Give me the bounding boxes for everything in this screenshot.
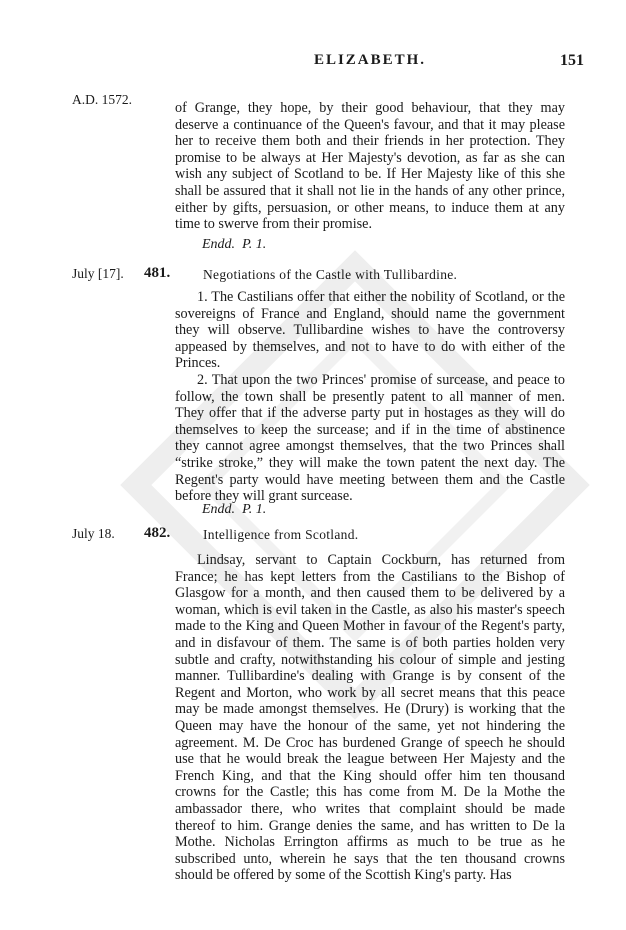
page-number: 151 (560, 52, 584, 69)
entry-482-title: Intelligence from Scotland. (203, 527, 359, 542)
entry-481-title: Negotiations of the Castle with Tullibardine. (203, 267, 458, 282)
continuation-text (175, 100, 565, 233)
entry-482-paragraph-1: Lindsay, servant to Captain Cockburn, has returned from France; he has kept letters from the Castilians to the Bishop of Glasgow for a month, and then caused them to be delivered by a woman, which is evil taken in the Castle, as also his master's speech made to the King and Queen Mother in favour of the Regent's party, and in disfavour of them. The same is of both parties holden very subtle and crafty, notwithstanding his colour of simple and jesting manner. Tullibardine's dealing with Grange is by consent of the Regent and Morton, who work by all secret means that this peace may be made amongst themselves. He (Drury) is working that the Queen may have the honour of the same, yet not hindering the agreement. M. De Croc has burdened Grange of speech he should use that he would break the league between Her Majesty and the French King, and that the King should offer him ten thousand crowns for the Castle; this has come from M. De la Mothe the ambassador there, who writes that complaint should be made thereof to him. Grange denies the same, and has written to De la Mothe. Nicholas Errington affirms as much to be true as he subscribed unto, wherein he says that the ten thousand crowns should be offered by some of the Scottish King's party. Has (175, 552, 565, 884)
entry-482-date: July 18. (72, 526, 115, 541)
endd-label: Endd. (202, 237, 236, 252)
endd-label: Endd. (202, 502, 236, 517)
entry-481-date: July [17]. (72, 266, 124, 281)
entry-481-endorsement (202, 502, 266, 518)
running-title: ELIZABETH. (313, 52, 427, 68)
year-note: A.D. 1572. (72, 92, 132, 107)
entry-481-number: 481. (144, 265, 171, 281)
entry-481-body (175, 289, 565, 505)
entry-482-body (175, 552, 565, 884)
page-header (0, 52, 626, 76)
pages-label: P. 1. (242, 502, 267, 517)
pages-label: P. 1. (242, 237, 267, 252)
continuation-endorsement (202, 237, 266, 253)
entry-482-number: 482. (144, 525, 171, 541)
continuation-paragraph: of Grange, they hope, by their good behaviour, that they may deserve a continuance of the Queen's favour, and that it may please her to receive them both and their friends in her protection. They promise to be always at Her Majesty's devotion, as far as she can wish any subject of Scotland to be. If Her Majesty like of this she shall be assured that it shall not lie in the hands of any other prince, either by gifts, persuasion, or other means, to induce them at any time to swerve from their promise. (175, 100, 565, 233)
entry-481-paragraph-1: 1. The Castilians offer that either the nobility of Scotland, or the sovereigns of France and England, should name the government they will observe. Tullibardine wishes to have the controversy appeased by themselves, and not to have to do with either of the Princes. (175, 289, 565, 372)
entry-481-paragraph-2: 2. That upon the two Princes' promise of surcease, and peace to follow, the town shall be presently patent to all manner of men. They offer that if the adverse party put in hostages as they will do themselves to keep the surcease; and if in the time of abstinence they cannot agree amongst themselves, that the two Princes shall “strike stroke,” they will make the town patent the next day. The Regent's party would have meeting between them and the Castle before they will grant surcease. (175, 371, 565, 505)
